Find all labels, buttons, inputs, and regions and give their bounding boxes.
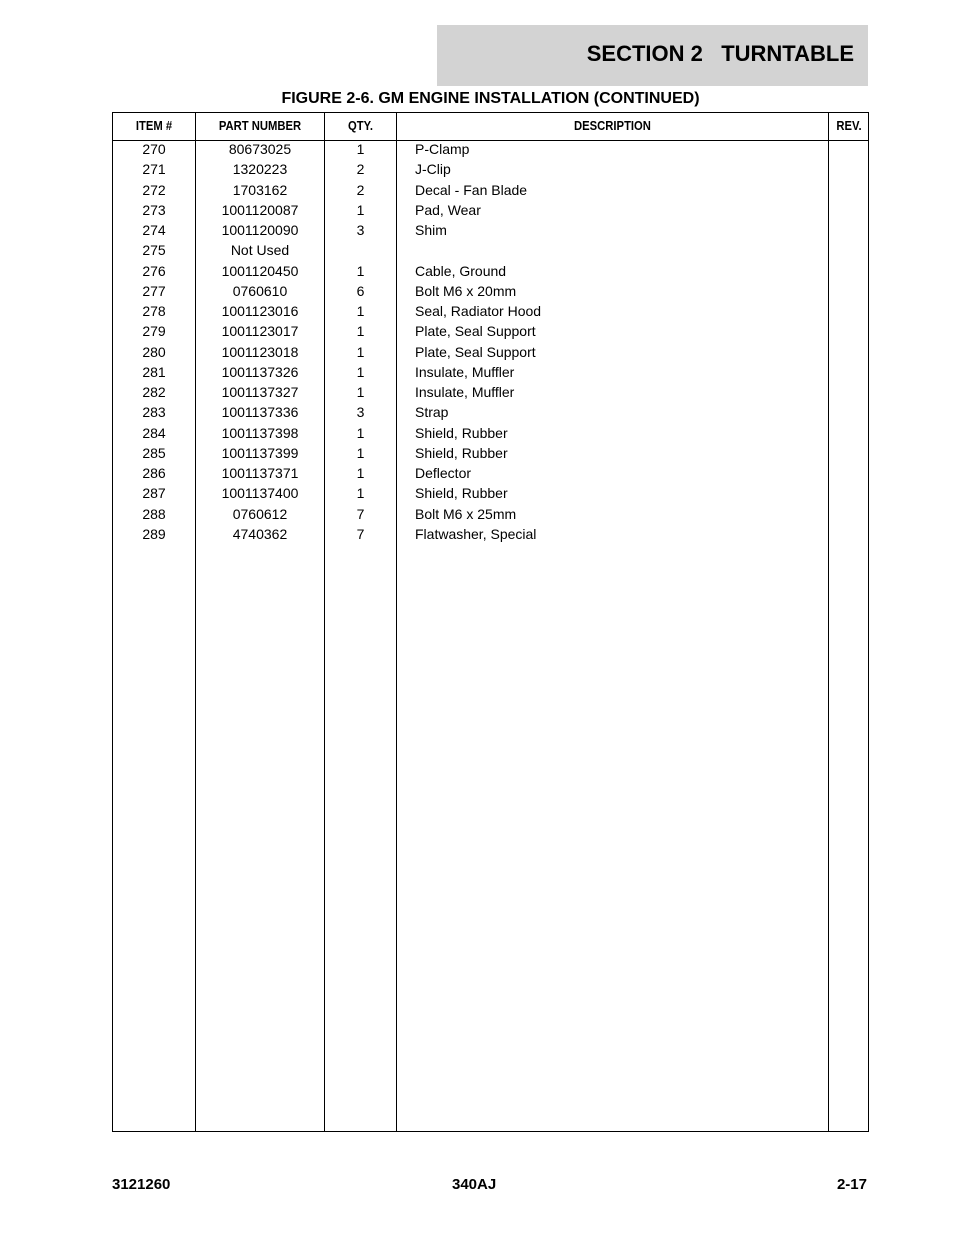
table-row [113, 161, 868, 181]
quantity-cell: 1 [356, 384, 365, 400]
item-number-cell: 278 [142, 303, 166, 319]
table-row [113, 526, 868, 546]
quantity-cell: 1 [356, 444, 365, 461]
column-header-item: ITEM # [135, 119, 173, 133]
table-row [113, 465, 868, 485]
quantity-cell: 2 [356, 161, 365, 178]
part-number-cell: 1001120087 [221, 201, 299, 218]
part-number-cell: Not Used [230, 242, 290, 259]
quantity-cell: 7 [356, 505, 365, 522]
table-row [113, 506, 868, 526]
item-number-cell: 274 [142, 222, 166, 238]
column-header-rev: REV. [836, 119, 862, 133]
table-row [113, 242, 868, 262]
item-number-cell: 287 [142, 485, 166, 502]
table-row [113, 263, 868, 283]
description-cell: Insulate, Muffler [415, 363, 515, 380]
description-cell: Deflector [415, 465, 472, 481]
item-number-cell: 286 [142, 465, 166, 481]
item-number-cell: 272 [142, 181, 166, 198]
description-cell: Pad, Wear [415, 201, 481, 218]
item-number-cell: 289 [142, 525, 166, 542]
description-cell: Bolt M6 x 25mm [415, 505, 517, 522]
part-number-cell: 4740362 [232, 525, 288, 542]
quantity-cell: 1 [356, 485, 365, 502]
part-number-cell: 1001120090 [221, 222, 299, 238]
description-cell: Seal, Radiator Hood [415, 303, 542, 319]
section-title: SECTION 2 TURNTABLE [586, 41, 854, 66]
table-body [113, 141, 868, 546]
part-number-cell: 1001137371 [221, 465, 299, 481]
column-header-description: DESCRIPTION [574, 119, 651, 133]
item-number-cell: 281 [142, 363, 166, 380]
part-number-cell: 1001137399 [221, 444, 299, 461]
table-row [113, 344, 868, 364]
quantity-cell: 1 [356, 363, 365, 380]
table-row [113, 404, 868, 424]
description-cell: Shield, Rubber [415, 444, 508, 461]
quantity-cell: 7 [356, 525, 365, 542]
quantity-cell: 1 [356, 141, 365, 157]
table-row [113, 141, 868, 161]
quantity-cell: 3 [356, 404, 365, 421]
description-cell: Flatwasher, Special [415, 525, 537, 542]
column-header-qty: QTY. [347, 119, 374, 133]
item-number-cell: 273 [142, 201, 166, 218]
part-number-cell: 80673025 [228, 141, 292, 157]
quantity-cell: 1 [356, 424, 365, 441]
table-row [113, 425, 868, 445]
item-number-cell: 285 [142, 444, 166, 461]
part-number-cell: 1001137327 [221, 384, 299, 400]
description-cell: Shim [415, 222, 447, 238]
description-cell: Strap [415, 404, 449, 421]
description-cell: Plate, Seal Support [415, 323, 536, 340]
table-row [113, 202, 868, 222]
item-number-cell: 275 [142, 242, 166, 259]
part-number-cell: 1001123017 [221, 323, 299, 340]
quantity-cell: 6 [356, 282, 365, 299]
quantity-cell: 3 [356, 222, 365, 238]
part-number-cell: 1001137398 [221, 424, 299, 441]
document-number: 3121260 [112, 1176, 171, 1193]
figure-title: FIGURE 2-6. GM ENGINE INSTALLATION (CONTINUED) [281, 90, 700, 107]
parts-table [112, 112, 869, 1132]
model-number: 340AJ [452, 1176, 497, 1193]
item-number-cell: 282 [142, 384, 166, 400]
part-number-cell: 1001137326 [221, 363, 299, 380]
item-number-cell: 284 [142, 424, 166, 441]
item-number-cell: 270 [142, 141, 166, 157]
part-number-cell: 1320223 [232, 161, 288, 178]
quantity-cell: 1 [356, 303, 365, 319]
part-number-cell: 0760612 [232, 505, 288, 522]
item-number-cell: 276 [142, 262, 166, 279]
item-number-cell: 277 [142, 282, 166, 299]
quantity-cell: 1 [356, 262, 365, 279]
part-number-cell: 1001123016 [221, 303, 299, 319]
part-number-cell: 1001137336 [221, 404, 299, 421]
table-row [113, 445, 868, 465]
item-number-cell: 271 [142, 161, 166, 178]
description-cell: P-Clamp [415, 141, 470, 157]
quantity-cell: 1 [356, 201, 365, 218]
table-row [113, 485, 868, 505]
description-cell: Shield, Rubber [415, 424, 508, 441]
quantity-cell: 1 [356, 323, 365, 340]
table-row [113, 384, 868, 404]
table-row [113, 303, 868, 323]
description-cell: Bolt M6 x 20mm [415, 282, 517, 299]
description-cell: J-Clip [415, 161, 451, 178]
table-row [113, 323, 868, 343]
table-row [113, 222, 868, 242]
item-number-cell: 280 [142, 343, 166, 360]
quantity-cell: 1 [356, 465, 365, 481]
table-row [113, 283, 868, 303]
part-number-cell: 1001123018 [221, 343, 299, 360]
description-cell: Insulate, Muffler [415, 384, 515, 400]
part-number-cell: 1703162 [232, 181, 288, 198]
section-banner [437, 25, 868, 86]
description-cell: Decal - Fan Blade [415, 181, 528, 198]
page-number: 2-17 [836, 1176, 867, 1193]
item-number-cell: 283 [142, 404, 166, 421]
description-cell: Shield, Rubber [415, 485, 508, 502]
table-row [113, 364, 868, 384]
description-cell: Cable, Ground [415, 262, 507, 279]
item-number-cell: 288 [142, 505, 166, 522]
part-number-cell: 1001137400 [221, 485, 299, 502]
part-number-cell: 0760610 [232, 282, 288, 299]
table-row [113, 182, 868, 202]
part-number-cell: 1001120450 [221, 262, 299, 279]
quantity-cell: 2 [356, 181, 365, 198]
column-header-part-number: PART NUMBER [218, 119, 302, 133]
description-cell: Plate, Seal Support [415, 343, 536, 360]
item-number-cell: 279 [142, 323, 166, 340]
quantity-cell: 1 [356, 343, 365, 360]
